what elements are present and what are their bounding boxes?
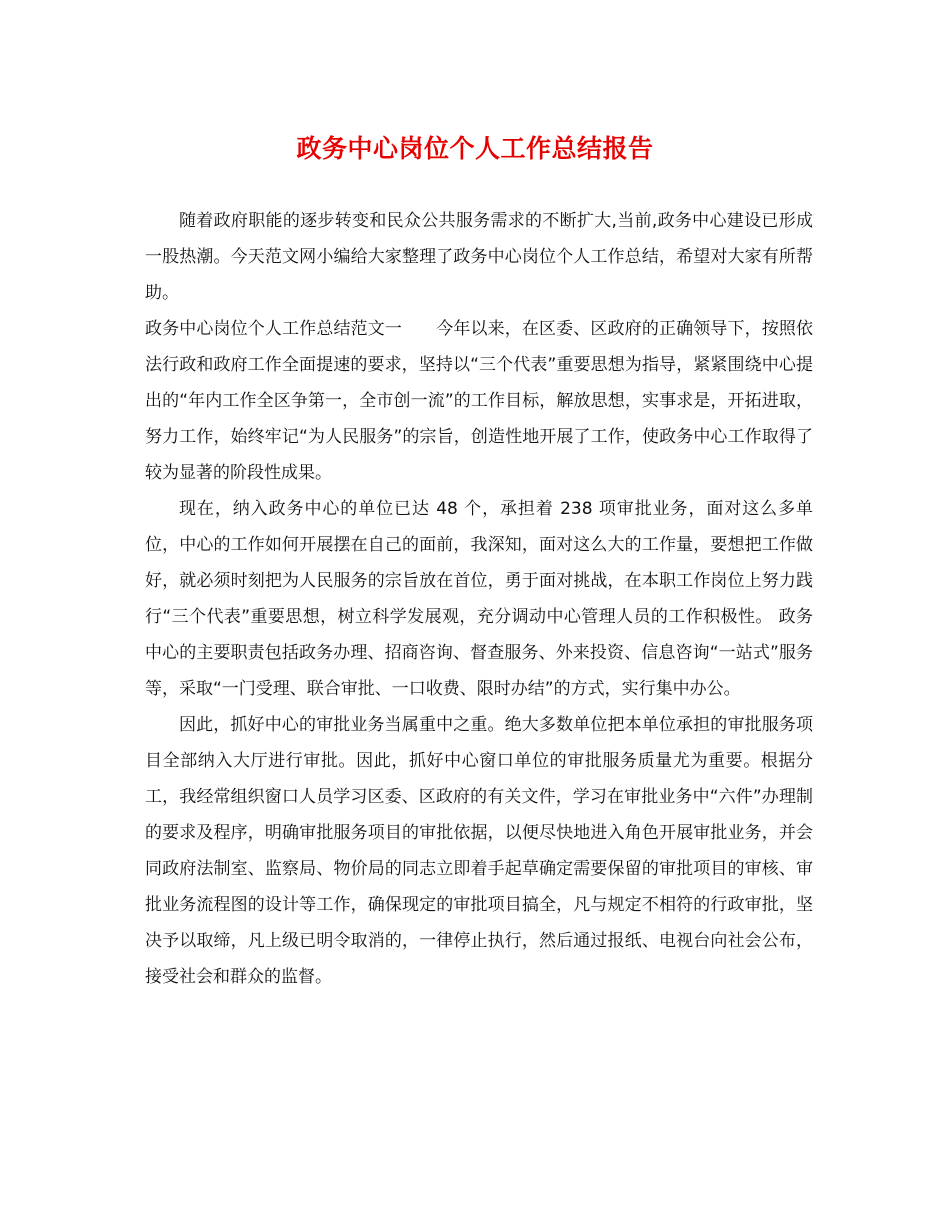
paragraph-current-status: 现在，纳入政务中心的单位已达 48 个，承担着 238 项审批业务，面对这么多单位，中心的工作如何开展摆在自己的面前，我深知，面对这么大的工作量，要想把工作做好，就必须时刻把为人民服务的宗旨放在首位，勇于面对挑战，在本职工作岗位上努力践行“三个代表”重要思想，树立科学发展观，充分调动中心管理人员的工作积极性。 政务中心的主要职责包括政务办理、招商咨询、督查服务、外来投资、信息咨询“一站式”服务等，采取“一门受理、联合审批、一口收费、限时办结”的方式，实行集中办公。: [145, 499, 813, 699]
document-body: [145, 203, 813, 995]
paragraph-sample-one: 政务中心岗位个人工作总结范文一 今年以来，在区委、区政府的正确领导下，按照依法行政和政府工作全面提速的要求，坚持以“三个代表”重要思想为指导，紧紧围绕中心提出的“年内工作全区争第一，全市创一流”的工作目标，解放思想，实事求是，开拓进取，努力工作，始终牢记“为人民服务”的宗旨，创造性地开展了工作，使政务中心工作取得了较为显著的阶段性成果。: [145, 319, 813, 483]
paragraph-approval-work: 因此，抓好中心的审批业务当属重中之重。绝大多数单位把本单位承担的审批服务项目全部纳入大厅进行审批。因此，抓好中心窗口单位的审批服务质量尤为重要。根据分工，我经常组织窗口人员学习区委、区政府的有关文件，学习在审批业务中“六件”办理制的要求及程序，明确审批服务项目的审批依据，以便尽快地进入角色开展审批业务，并会同政府法制室、监察局、物价局的同志立即着手起草确定需要保留的审批项目的审核、审批业务流程图的设计等工作，确保现定的审批项目搞全，凡与规定不相符的行政审批，坚决予以取缔，凡上级已明令取消的，一律停止执行，然后通过报纸、电视台向社会公布，接受社会和群众的监督。: [145, 715, 813, 987]
paragraph-intro: 随着政府职能的逐步转变和民众公共服务需求的不断扩大,当前,政务中心建设已形成一股热潮。今天范文网小编给大家整理了政务中心岗位个人工作总结，希望对大家有所帮助。: [145, 211, 813, 303]
document-title: 政务中心岗位个人工作总结报告: [296, 134, 654, 163]
